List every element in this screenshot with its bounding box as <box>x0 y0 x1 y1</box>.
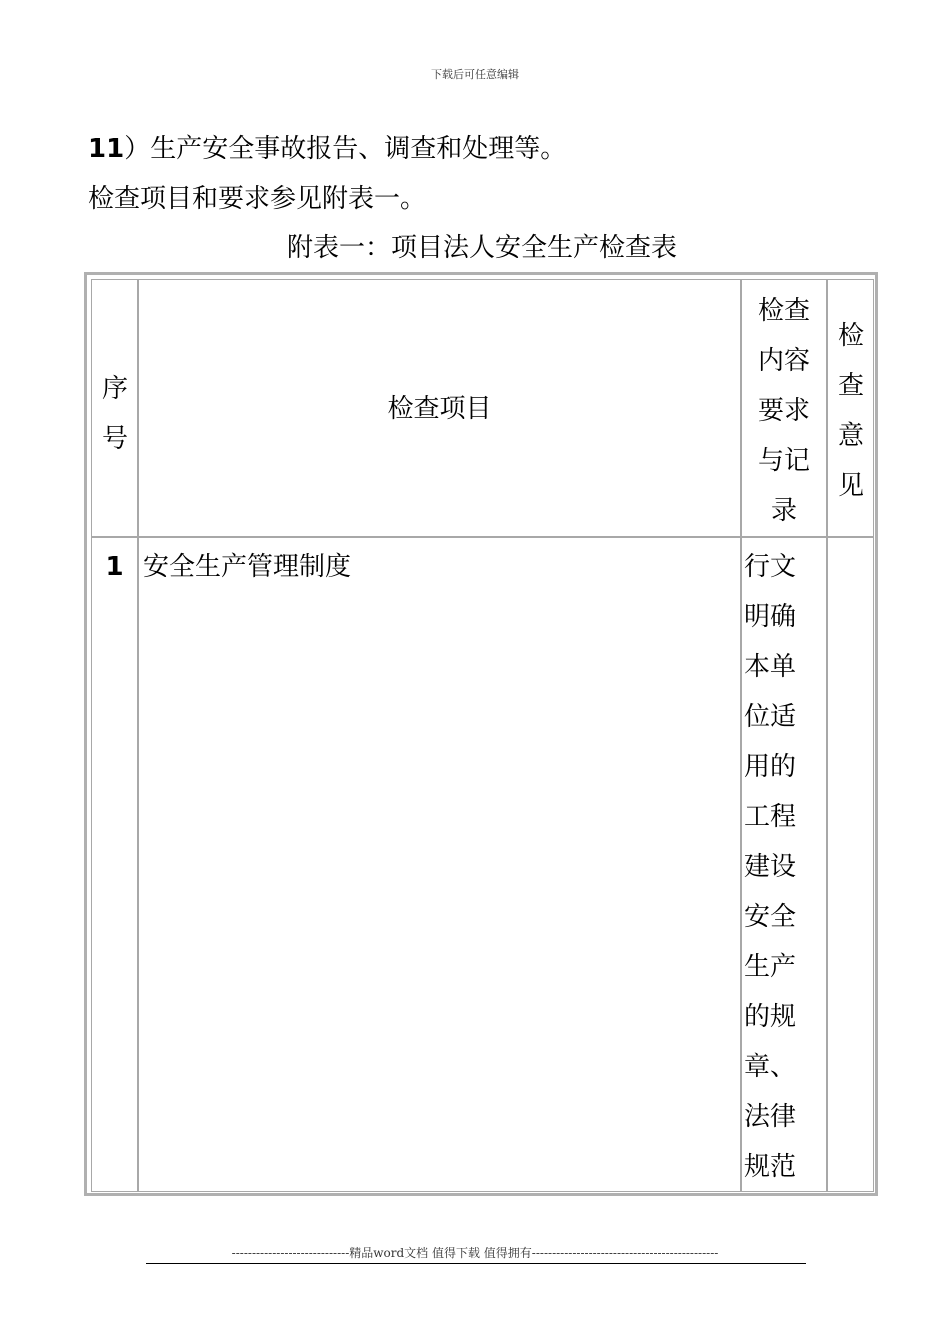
header-item-label: 检查项目 <box>387 394 492 424</box>
paragraph-accident-report <box>88 132 566 166</box>
row-1-item: 安全生产管理制度 <box>143 552 352 582</box>
table-title: 附表一：项目法人安全生产检查表 <box>286 233 677 263</box>
paragraph-number: 11 <box>88 134 125 164</box>
header-cell-requirements <box>741 279 827 537</box>
header-cell-seq <box>91 279 138 537</box>
row-1-opinion-cell <box>827 537 874 1192</box>
header-cell-item <box>138 279 741 537</box>
paragraph-reference: 检查项目和要求参见附表一。 <box>88 184 427 214</box>
row-1-seq: 1 <box>105 552 124 582</box>
row-1-requirements: 行文明确本单位适用的工程建设安全生产的规章、法律规范 <box>744 552 797 1182</box>
header-requirements-label: 检查内容要求与记录 <box>757 296 810 526</box>
paragraph-text: ）生产安全事故报告、调查和处理等。 <box>124 134 567 164</box>
footer-divider <box>146 1263 806 1264</box>
row-1-requirements-cell <box>741 537 827 1192</box>
header-note: 下载后可任意编辑 <box>431 68 519 81</box>
row-1-seq-cell <box>91 537 138 1192</box>
row-1-item-cell <box>138 537 741 1192</box>
footer-text: -----------------------------精品word文档 值得下载 值得拥有---------------------------------------------- <box>231 1246 719 1260</box>
inspection-table <box>84 272 878 1196</box>
header-seq-label: 序号 <box>101 374 128 454</box>
header-cell-opinion <box>827 279 874 537</box>
header-opinion-label: 检查意见 <box>837 321 864 501</box>
